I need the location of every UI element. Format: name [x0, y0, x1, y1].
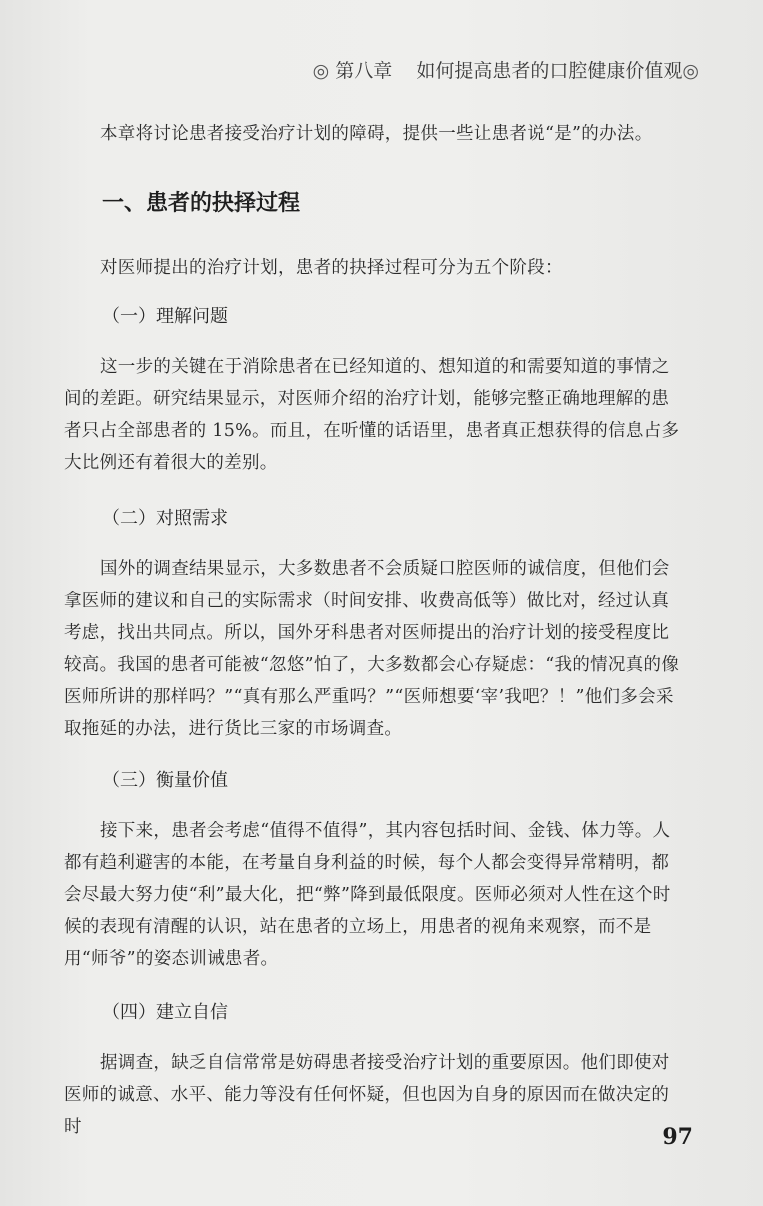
chapter-label: 第八章	[335, 60, 393, 82]
chapter-intro: 本章将讨论患者接受治疗计划的障碍，提供一些让患者说“是”的办法。	[100, 124, 653, 144]
stage-heading: （二）对照需求	[102, 508, 228, 529]
stage-paragraph: 国外的调查结果显示，大多数患者不会质疑口腔医师的诚信度，但他们会拿医师的建议和自己的实际需求（时间安排、收费高低等）做比对，经过认真考虑，找出共同点。所以，国外牙科患者对医师提出的治疗计划的接受程度比较高。我国的患者可能被“忽悠”怕了，大多数都会心存疑虑：“我的情况真的像医师所讲的那样吗？”“真有那么严重吗？”“医师想要‘宰’我吧？！”他们多会采取拖延的办法，进行货比三家的市场调查。	[64, 559, 680, 739]
stage-heading: （一）理解问题	[102, 306, 228, 327]
circle-ornament-icon: ◎	[682, 60, 699, 82]
stage-paragraph: 接下来，患者会考虑“值得不值得”，其内容包括时间、金钱、体力等。人都有趋利避害的本能，在考量自身利益的时候，每个人都会变得异常精明，都会尽最大努力使“利”最大化，把“弊”降到最低限度。医师必须对人性在这个时候的表现有清醒的认识，站在患者的立场上，用患者的视角来观察，而不是用“师爷”的姿态训诫患者。	[64, 821, 671, 969]
stage-heading: （三）衡量价值	[102, 770, 228, 791]
section-title: 一、患者的抉择过程	[102, 191, 301, 216]
page-number: 97	[662, 1124, 693, 1150]
chapter-title: 如何提高患者的口腔健康价值观	[416, 60, 683, 82]
running-header	[313, 56, 699, 83]
stage-heading: （四）建立自信	[102, 1002, 228, 1023]
section-intro: 对医师提出的治疗计划，患者的抉择过程可分为五个阶段：	[100, 258, 563, 278]
stage-paragraph: 据调查，缺乏自信常常是妨碍患者接受治疗计划的重要原因。他们即使对医师的诚意、水平、能力等没有任何怀疑，但也因为自身的原因而在做决定的时	[64, 1053, 670, 1137]
stage-paragraph: 这一步的关键在于消除患者在已经知道的、想知道的和需要知道的事情之间的差距。研究结果显示，对医师介绍的治疗计划，能够完整正确地理解的患者只占全部患者的 15%。而且，在听懂的话语里，患者真正想获得的信息占多大比例还有着很大的差别。	[64, 357, 680, 473]
circle-ornament-icon: ◎	[312, 60, 330, 82]
